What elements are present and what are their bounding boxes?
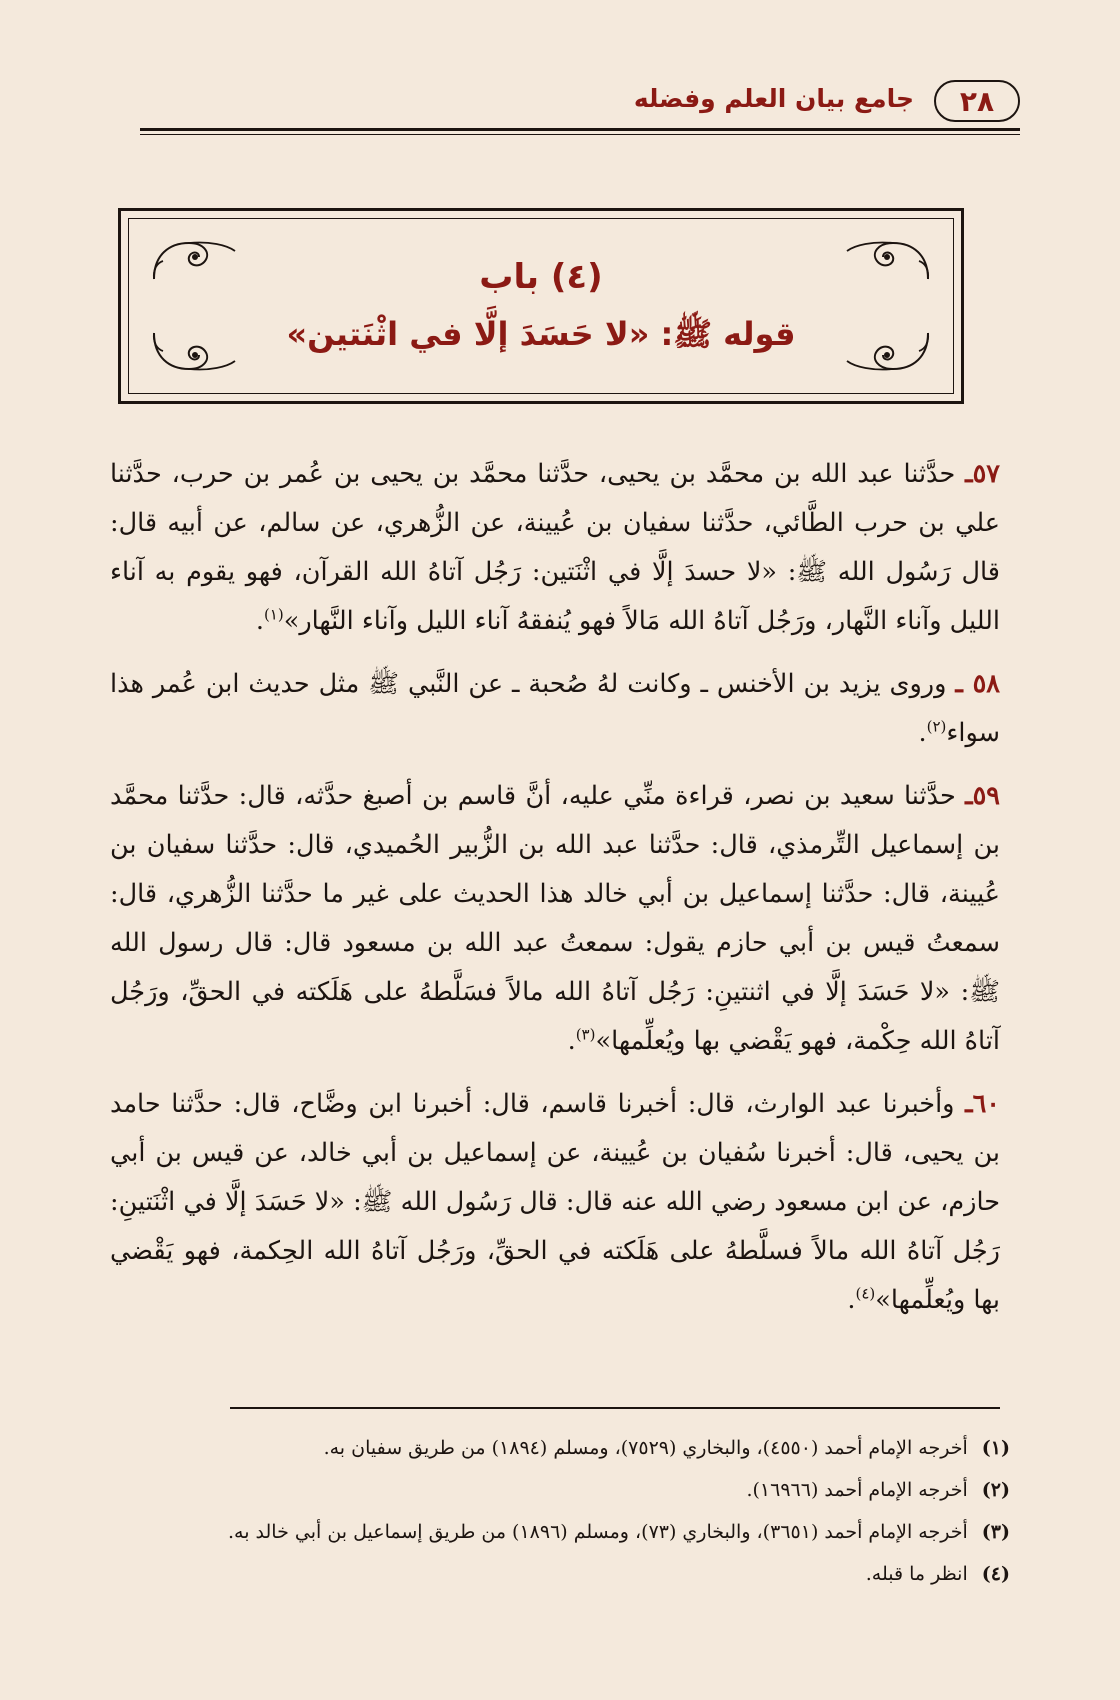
page-number: ٢٨ — [934, 80, 1020, 122]
book-title: جامع بيان العلم وفضله — [633, 84, 914, 113]
footnote-ref: (٣) — [575, 1025, 596, 1044]
hadith-text: حدَّثنا سعيد بن نصر، قراءة منِّي عليه، أنَّ قاسم بن أصبغ حدَّثه، قال: حدَّثنا محمَّد بن إسماعيل التِّرمذي، قال: حدَّثنا عبد الله بن الزُّبير الحُميدي، قال: حدَّثنا سفيان بن عُيينة، قال: حدَّثنا إسماعيل بن أبي خالد هذا الحديث على غير ما حدَّثنا الزُّهري، قال: سمعتُ قيس بن أبي حازم يقول: سمعتُ عبد الله بن مسعود قال: قال رسول الله ﷺ: «لا حَسَدَ إلَّا في اثنتينِ: رَجُل آتاهُ الله مالاً فسَلَّطهُ على هَلَكته في الحقِّ، ورَجُل آتاهُ الله حِكْمة، فهو يَقْضي بها ويُعلِّمها» — [110, 781, 1000, 1056]
footnote-number: (٣) — [981, 1521, 1010, 1543]
hadith-paragraph: ٦٠ـ وأخبرنا عبد الوارث، قال: أخبرنا قاسم، قال: أخبرنا ابن وضَّاح، قال: حدَّثنا حامد بن يحيى، قال: أخبرنا سُفيان بن عُيينة، عن إسماعيل بن أبي خالد، عن قيس بن أبي حازم، عن ابن مسعود رضي الله عنه قال: قال رَسُول الله ﷺ: «لا حَسَدَ إلَّا في اثْنَتينِ: رَجُل آتاهُ الله مالاً فسلَّطهُ على هَلَكته في الحقِّ، ورَجُل آتاهُ الله الحِكمة، فهو يَقْضي بها ويُعلِّمها»$^{(٤)}$. — [110, 1089, 1000, 1315]
footnote — [120, 1430, 1010, 1466]
header-rule-thin — [140, 134, 1020, 135]
chapter-frame — [118, 208, 964, 404]
footnote-number: (١) — [981, 1437, 1010, 1459]
chapter-title: قوله ﷺ: «لا حَسَدَ إلَّا في اثْنَتين» — [286, 315, 796, 353]
footnote — [120, 1556, 1010, 1592]
hadith-number: ٥٩ـ — [965, 781, 1000, 811]
hadith-text: وروى يزيد بن الأخنس ـ وكانت لهُ صُحبة ـ عن النَّبي ﷺ مثل حديث ابن عُمر هذا سواء — [110, 669, 1000, 748]
footnote-text: أخرجه الإمام أحمد (٤٥٥٠)، والبخاري (٧٥٢٩)، ومسلم (١٨٩٤) من طريق سفيان به. — [323, 1437, 968, 1459]
hadith-number: ٥٨ ـ — [955, 669, 1000, 699]
footnote-text: انظر ما قبله. — [865, 1563, 968, 1585]
hadith-number: ٥٧ـ — [965, 459, 1001, 489]
page-header — [140, 78, 1020, 128]
footnote-ref: (٤) — [855, 1284, 876, 1303]
footnote-divider — [230, 1407, 1000, 1409]
hadith-text: وأخبرنا عبد الوارث، قال: أخبرنا قاسم، قال: أخبرنا ابن وضَّاح، قال: حدَّثنا حامد بن يحيى، قال: أخبرنا سُفيان بن عُيينة، عن إسماعيل بن أبي خالد، عن قيس بن أبي حازم، عن ابن مسعود رضي الله عنه قال: قال رَسُول الله ﷺ: «لا حَسَدَ إلَّا في اثْنَتينِ: رَجُل آتاهُ الله مالاً فسلَّطهُ على هَلَكته في الحقِّ، ورَجُل آتاهُ الله الحِكمة، فهو يَقْضي بها ويُعلِّمها» — [110, 1089, 1000, 1315]
footnote — [120, 1514, 1010, 1550]
chapter-label: (٤) باب — [479, 257, 603, 297]
footnote-text: أخرجه الإمام أحمد (١٦٩٦٦). — [746, 1479, 968, 1501]
footnote-text: أخرجه الإمام أحمد (٣٦٥١)، والبخاري (٧٣)، ومسلم (١٨٩٦) من طريق إسماعيل بن أبي خالد به. — [227, 1521, 968, 1543]
hadith-paragraph: ٥٩ـ حدَّثنا سعيد بن نصر، قراءة منِّي عليه، أنَّ قاسم بن أصبغ حدَّثه، قال: حدَّثنا محمَّد بن إسماعيل التِّرمذي، قال: حدَّثنا عبد الله بن الزُّبير الحُميدي، قال: حدَّثنا سفيان بن عُيينة، قال: حدَّثنا إسماعيل بن أبي خالد هذا الحديث على غير ما حدَّثنا الزُّهري، قال: سمعتُ قيس بن أبي حازم يقول: سمعتُ عبد الله بن مسعود قال: قال رسول الله ﷺ: «لا حَسَدَ إلَّا في اثنتينِ: رَجُل آتاهُ الله مالاً فسَلَّطهُ على هَلَكته في الحقِّ، ورَجُل آتاهُ الله حِكْمة، فهو يَقْضي بها ويُعلِّمها»$^{(٣)}$. — [110, 781, 1000, 1056]
hadith-paragraph: ٥٨ ـ وروى يزيد بن الأخنس ـ وكانت لهُ صُحبة ـ عن النَّبي ﷺ مثل حديث ابن عُمر هذا سواء$^{(٢)}$. — [110, 669, 1000, 748]
footnote-ref: (١) — [263, 605, 284, 624]
body-text — [110, 450, 1000, 1339]
footnotes — [120, 1430, 1010, 1598]
chapter-frame-inner — [128, 218, 954, 394]
header-rule — [140, 128, 1020, 131]
hadith-number: ٦٠ـ — [965, 1089, 1000, 1119]
hadith-text: حدَّثنا عبد الله بن محمَّد بن يحيى، حدَّثنا محمَّد بن يحيى بن عُمر بن حرب، حدَّثنا علي بن حرب الطَّائي، حدَّثنا سفيان بن عُيينة، عن الزُّهري، عن سالم، عن أبيه قال: قال رَسُول الله ﷺ: «لا حسدَ إلَّا في اثْنَتين: رَجُل آتاهُ الله القرآن، فهو يقوم به آناء الليل وآناء النَّهار، ورَجُل آتاهُ الله مَالاً فهو يُنفقهُ آناء الليل وآناء النَّهار» — [110, 459, 1000, 636]
footnote-number: (٤) — [981, 1563, 1010, 1585]
footnote-number: (٢) — [981, 1479, 1010, 1501]
hadith-paragraph: ٥٧ـ حدَّثنا عبد الله بن محمَّد بن يحيى، حدَّثنا محمَّد بن يحيى بن عُمر بن حرب، حدَّثنا علي بن حرب الطَّائي، حدَّثنا سفيان بن عُيينة، عن الزُّهري، عن سالم، عن أبيه قال: قال رَسُول الله ﷺ: «لا حسدَ إلَّا في اثْنَتين: رَجُل آتاهُ الله القرآن، فهو يقوم به آناء الليل وآناء النَّهار، ورَجُل آتاهُ الله مَالاً فهو يُنفقهُ آناء الليل وآناء النَّهار»$^{(١)}$. — [110, 459, 1001, 636]
footnote — [120, 1472, 1010, 1508]
footnote-ref: (٢) — [926, 717, 947, 736]
